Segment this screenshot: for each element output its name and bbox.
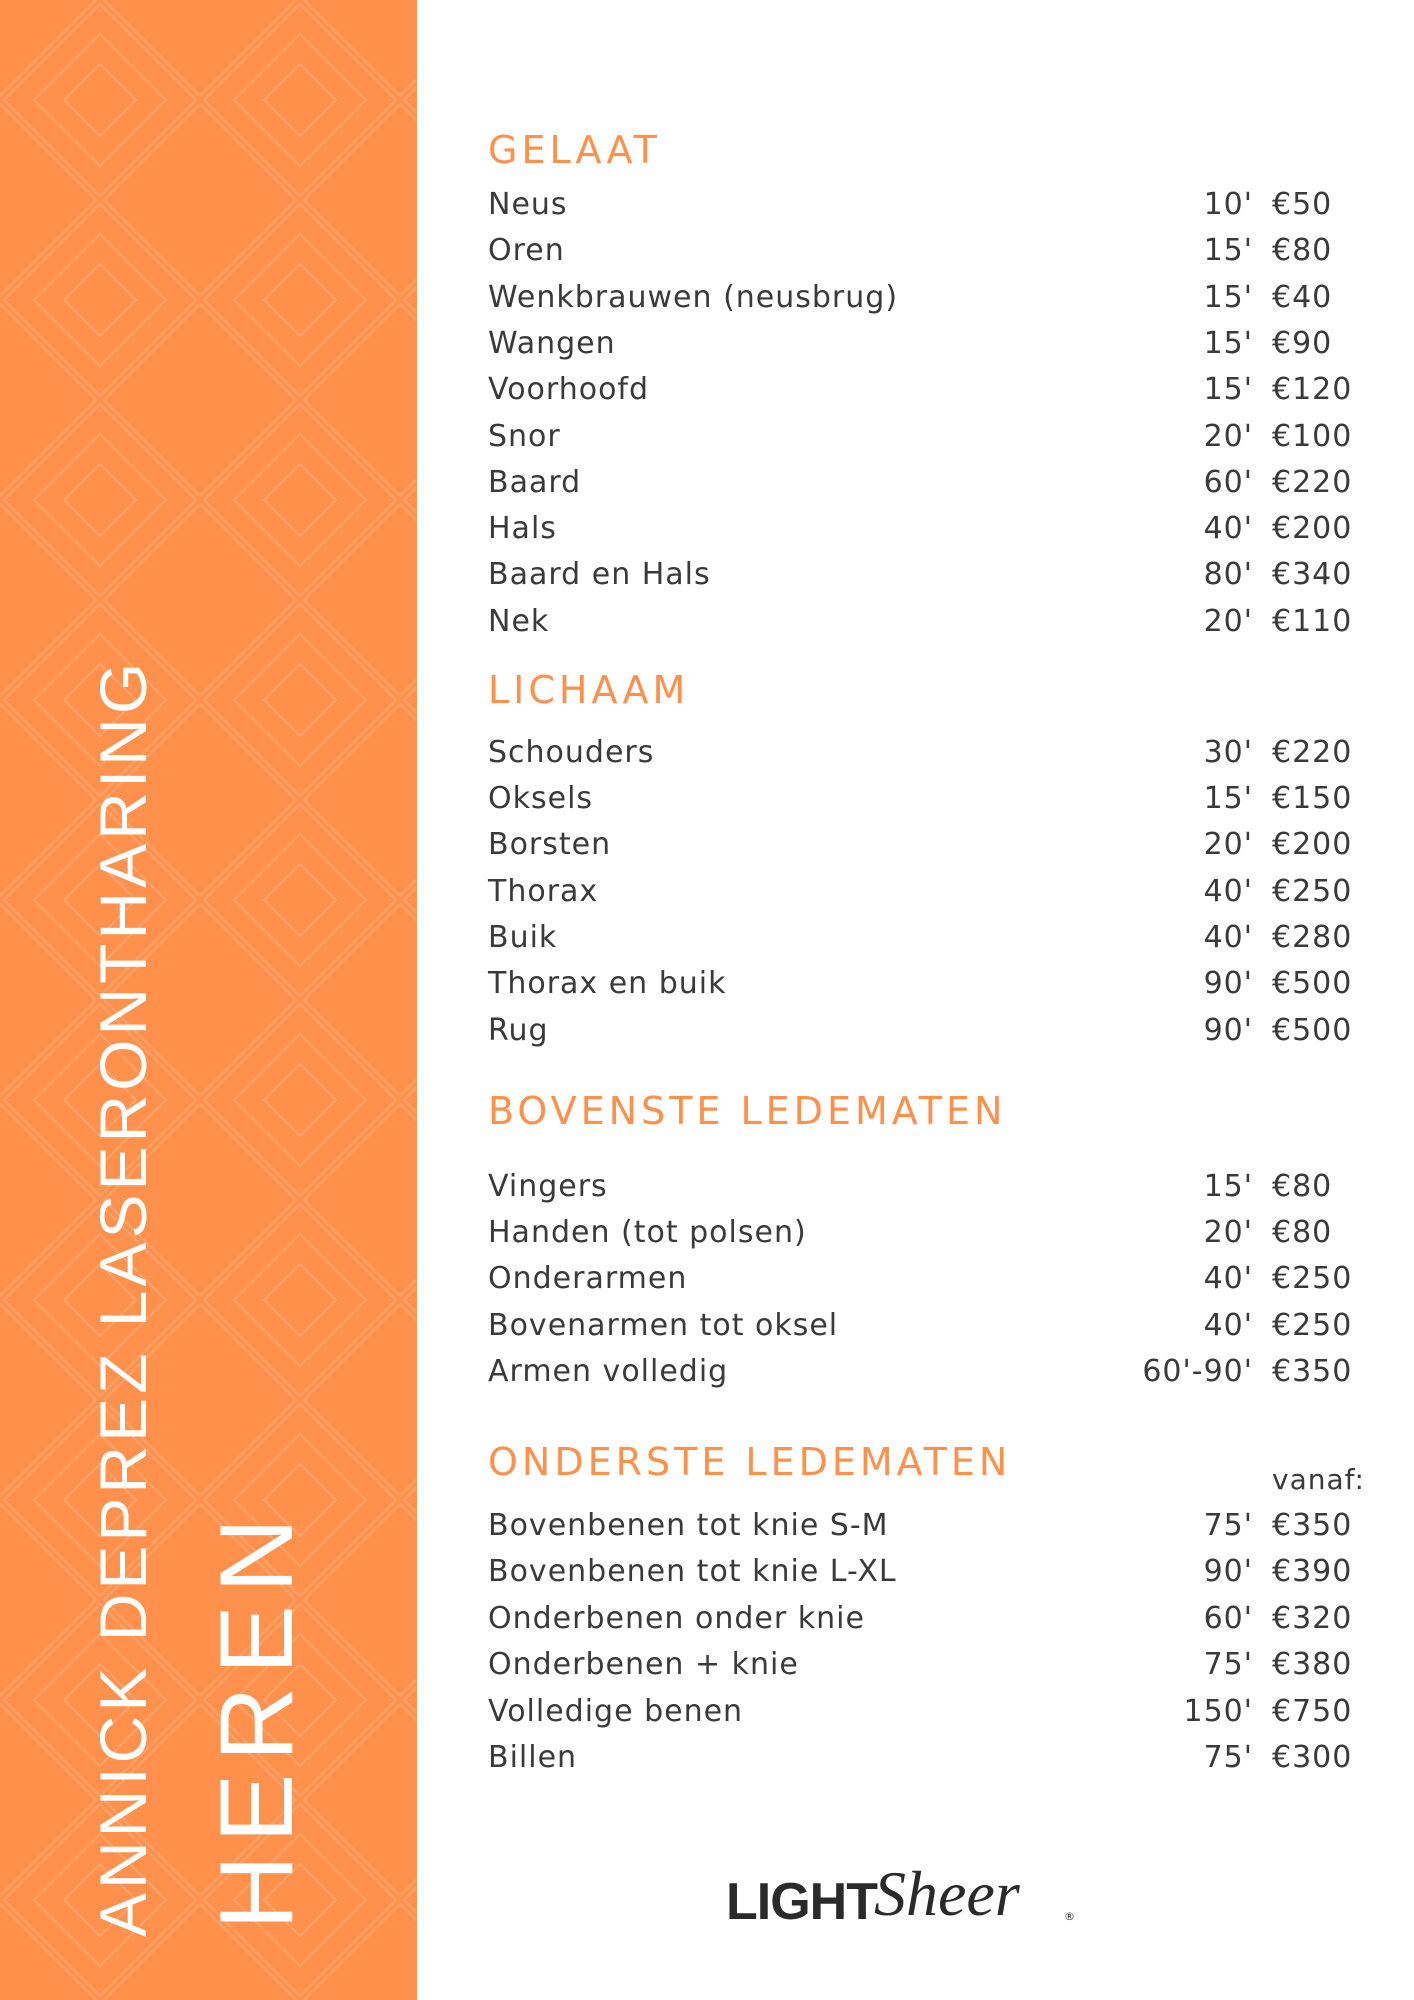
- treatment-name: Onderarmen: [488, 1261, 688, 1296]
- treatment-duration: 75': [1203, 1508, 1253, 1543]
- price-from-note: vanaf:: [1272, 1463, 1365, 1496]
- treatment-name: Bovenbenen tot knie L-XL: [488, 1554, 897, 1589]
- treatment-duration: 90': [1203, 1554, 1253, 1589]
- treatment-duration: 40': [1203, 1308, 1253, 1343]
- treatment-price: €50: [1272, 187, 1333, 222]
- treatment-name: Schouders: [488, 735, 655, 770]
- treatment-name: Onderbenen onder knie: [488, 1601, 865, 1636]
- treatment-price: €80: [1272, 1215, 1333, 1250]
- treatment-name: Rug: [488, 1013, 549, 1048]
- section-title-gelaat: GELAAT: [488, 128, 661, 172]
- treatment-duration: 60'-90': [1142, 1354, 1253, 1389]
- brand-title: ANNICK DEPREZ LASERONTHARING: [86, 658, 160, 1937]
- treatment-price: €200: [1272, 827, 1353, 862]
- treatment-duration: 80': [1203, 557, 1253, 592]
- treatment-duration: 15': [1203, 326, 1253, 361]
- treatment-duration: 15': [1203, 781, 1253, 816]
- treatment-price: €150: [1272, 781, 1353, 816]
- price-row: [488, 918, 1368, 958]
- treatment-duration: 40': [1203, 1261, 1253, 1296]
- price-row: [488, 278, 1368, 318]
- treatment-duration: 150': [1183, 1694, 1253, 1729]
- section-title-bovenste-ledematen: BOVENSTE LEDEMATEN: [488, 1089, 1007, 1133]
- treatment-price: €90: [1272, 326, 1333, 361]
- price-row: [488, 1352, 1368, 1392]
- treatment-duration: 90': [1203, 1013, 1253, 1048]
- treatment-name: Bovenbenen tot knie S-M: [488, 1508, 889, 1543]
- treatment-duration: 60': [1203, 465, 1253, 500]
- price-row: [488, 509, 1368, 549]
- price-row: [488, 370, 1368, 410]
- price-row: [488, 1645, 1368, 1685]
- treatment-price: €390: [1272, 1554, 1353, 1589]
- treatment-price: €100: [1272, 419, 1353, 454]
- price-row: [488, 872, 1368, 912]
- treatment-name: Billen: [488, 1740, 578, 1775]
- treatment-price: €200: [1272, 511, 1353, 546]
- treatment-name: Oren: [488, 233, 565, 268]
- treatment-price: €250: [1272, 874, 1353, 909]
- lightsheer-logo: [726, 1858, 1086, 1946]
- treatment-name: Wenkbrauwen (neusbrug): [488, 280, 899, 315]
- treatment-price: €280: [1272, 920, 1353, 955]
- price-row: [488, 417, 1368, 457]
- treatment-duration: 15': [1203, 233, 1253, 268]
- price-row: [488, 185, 1368, 225]
- price-row: [488, 1213, 1368, 1253]
- section-title-onderste-ledematen: ONDERSTE LEDEMATEN: [488, 1440, 1012, 1484]
- price-row: [488, 733, 1368, 773]
- treatment-duration: 75': [1203, 1647, 1253, 1682]
- treatment-name: Oksels: [488, 781, 594, 816]
- treatment-price: €80: [1272, 233, 1333, 268]
- treatment-name: Voorhoofd: [488, 372, 650, 407]
- treatment-duration: 20': [1203, 604, 1253, 639]
- treatment-name: Borsten: [488, 827, 612, 862]
- treatment-price: €120: [1272, 372, 1353, 407]
- treatment-name: Baard en Hals: [488, 557, 711, 592]
- price-row: [488, 231, 1368, 271]
- treatment-name: Wangen: [488, 326, 616, 361]
- treatment-name: Vingers: [488, 1169, 608, 1204]
- price-row: [488, 1599, 1368, 1639]
- sidebar: [0, 0, 417, 2000]
- treatment-price: €350: [1272, 1508, 1353, 1543]
- treatment-duration: 40': [1203, 874, 1253, 909]
- treatment-price: €380: [1272, 1647, 1353, 1682]
- treatment-duration: 75': [1203, 1740, 1253, 1775]
- treatment-price: €80: [1272, 1169, 1333, 1204]
- price-row: [488, 324, 1368, 364]
- price-row: [488, 1738, 1368, 1778]
- treatment-price: €500: [1272, 1013, 1353, 1048]
- treatment-name: Volledige benen: [488, 1694, 744, 1729]
- treatment-duration: 40': [1203, 920, 1253, 955]
- treatment-duration: 20': [1203, 1215, 1253, 1250]
- treatment-name: Handen (tot polsen): [488, 1215, 807, 1250]
- treatment-duration: 40': [1203, 511, 1253, 546]
- price-row: [488, 964, 1368, 1004]
- treatment-price: €300: [1272, 1740, 1353, 1775]
- treatment-price: €110: [1272, 604, 1353, 639]
- treatment-duration: 10': [1203, 187, 1253, 222]
- logo-wordmark-light: LIGHT: [726, 1873, 877, 1931]
- treatment-name: Thorax: [488, 874, 599, 909]
- treatment-price: €220: [1272, 465, 1353, 500]
- price-row: [488, 1306, 1368, 1346]
- price-list: [488, 0, 1368, 2000]
- treatment-price: €250: [1272, 1308, 1353, 1343]
- price-row: [488, 779, 1368, 819]
- treatment-name: Neus: [488, 187, 568, 222]
- treatment-name: Buik: [488, 920, 558, 955]
- treatment-duration: 90': [1203, 966, 1253, 1001]
- price-row: [488, 602, 1368, 642]
- treatment-price: €250: [1272, 1261, 1353, 1296]
- price-row: [488, 1692, 1368, 1732]
- treatment-duration: 20': [1203, 419, 1253, 454]
- registered-mark: ®: [1064, 1910, 1075, 1923]
- price-row: [488, 1167, 1368, 1207]
- logo-wordmark-sheer: Sheer: [874, 1858, 1020, 1929]
- treatment-name: Thorax en buik: [488, 966, 727, 1001]
- treatment-duration: 30': [1203, 735, 1253, 770]
- treatment-duration: 20': [1203, 827, 1253, 862]
- treatment-duration: 15': [1203, 1169, 1253, 1204]
- price-row: [488, 555, 1368, 595]
- treatment-name: Armen volledig: [488, 1354, 729, 1389]
- page-subtitle: HEREN: [199, 1505, 315, 1930]
- treatment-price: €220: [1272, 735, 1353, 770]
- price-row: [488, 1011, 1368, 1051]
- treatment-duration: 15': [1203, 280, 1253, 315]
- treatment-name: Nek: [488, 604, 550, 639]
- treatment-price: €340: [1272, 557, 1353, 592]
- price-row: [488, 1552, 1368, 1592]
- price-row: [488, 825, 1368, 865]
- section-title-lichaam: LICHAAM: [488, 668, 690, 712]
- price-row: [488, 1259, 1368, 1299]
- treatment-price: €350: [1272, 1354, 1353, 1389]
- treatment-price: €40: [1272, 280, 1333, 315]
- treatment-name: Hals: [488, 511, 557, 546]
- treatment-price: €750: [1272, 1694, 1353, 1729]
- treatment-name: Snor: [488, 419, 561, 454]
- treatment-duration: 60': [1203, 1601, 1253, 1636]
- treatment-price: €320: [1272, 1601, 1353, 1636]
- treatment-name: Bovenarmen tot oksel: [488, 1308, 839, 1343]
- treatment-name: Baard: [488, 465, 582, 500]
- price-row: [488, 1506, 1368, 1546]
- price-row: [488, 463, 1368, 503]
- treatment-duration: 15': [1203, 372, 1253, 407]
- treatment-price: €500: [1272, 966, 1353, 1001]
- treatment-name: Onderbenen + knie: [488, 1647, 799, 1682]
